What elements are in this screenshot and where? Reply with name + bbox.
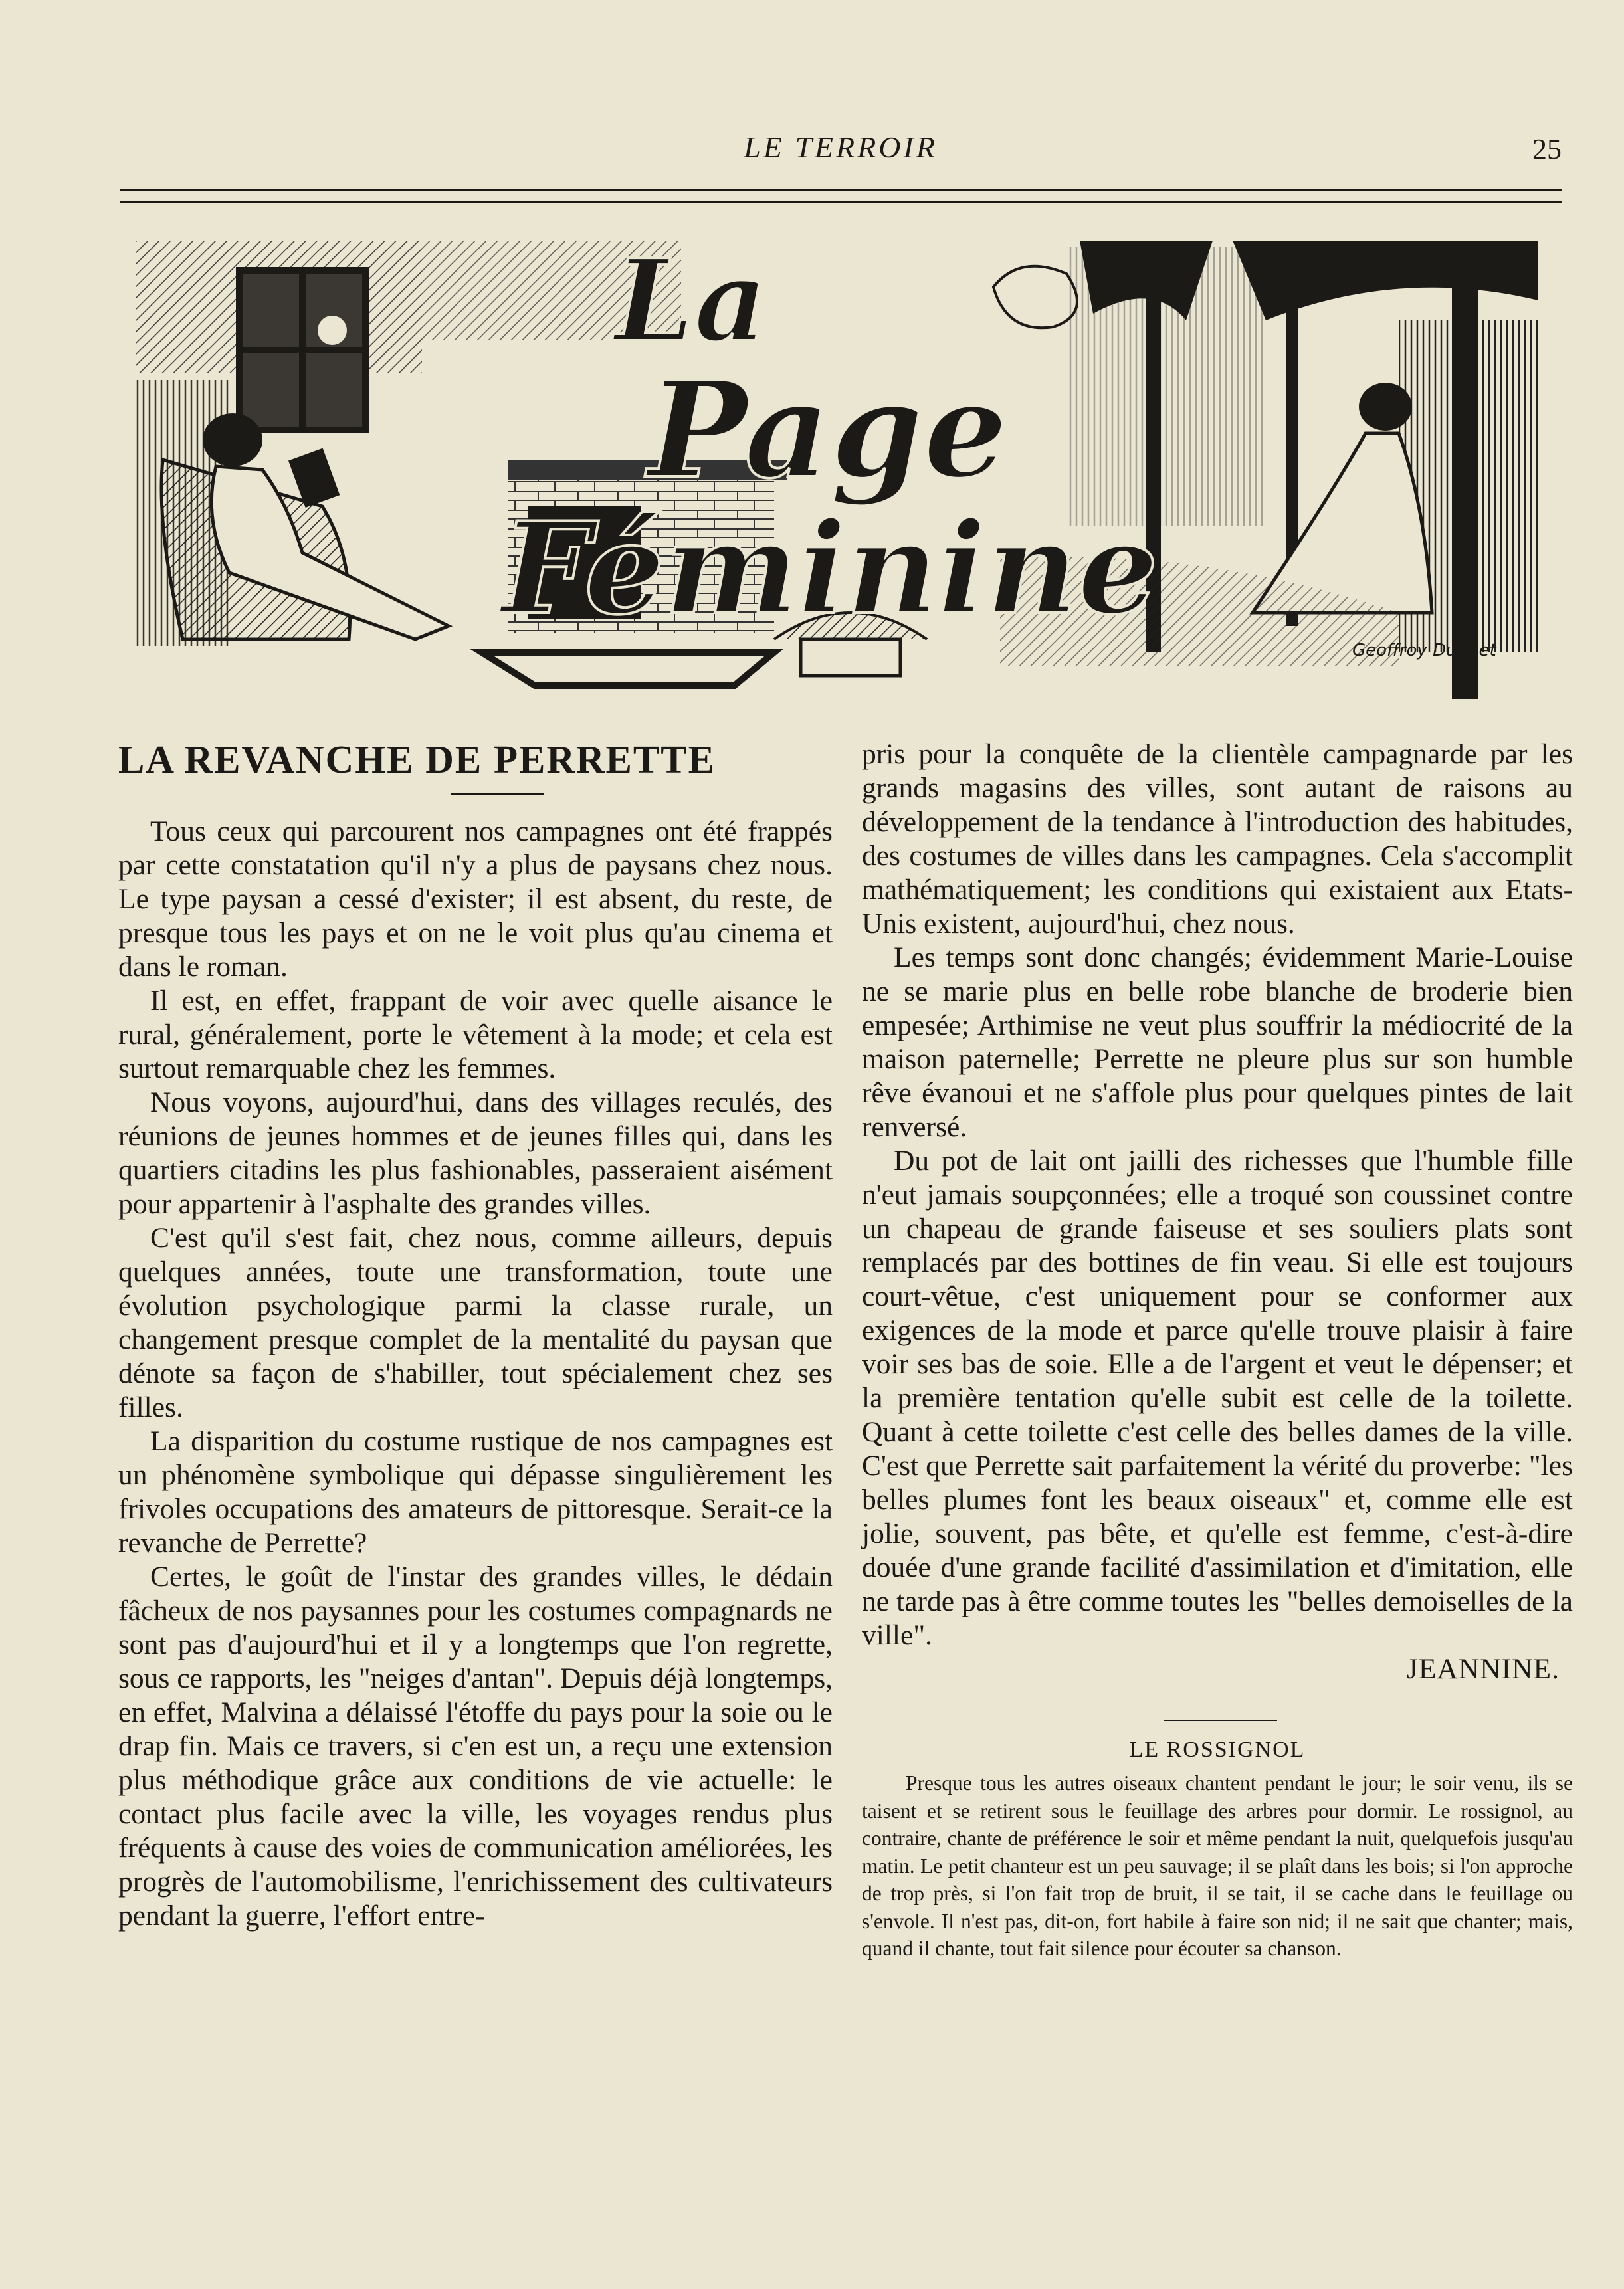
article-paragraph: Nous voyons, aujourd'hui, dans des villages reculés, des réunions de jeunes hommes et de jeunes filles qui, dans les quartiers citadins les plus fashionables, passeraient aisément pour appartenir à l'asphalte des grandes villes. [118,1086,833,1220]
article-title: LA REVANCHE DE PERRETTE [118,738,716,781]
flower-pot-icon [801,639,900,676]
page-feminine-banner [136,241,1538,699]
article-paragraph: Les temps sont donc changés; évidemment Marie-Louise ne se marie plus en belle robe blanche de broderie bien empesée; Arthimise ne veut plus souffrir la médiocrité de la maison paternelle; Perrette ne pleure plus sur son humble rêve évanoui et ne s'affole plus pour quelques pintes de lait renversé. [862,942,1573,1143]
sidebar-paragraph: Presque tous les autres oiseaux chantent pendant le jour; le soir venu, ils se taisent et se retirent sous le feuillage des arbres pour dormir. Le rossignol, au contraire, chante de préférence le soir et même pendant la nuit, quelquefois jusqu'au matin. Le petit chanteur est un peu sauvage; il se plaît dans les bois; si l'on approche de trop près, si l'on fait trop de bruit, il se tait, il se cache dans le feuillage ou s'envole. Il n'est pas, dit-on, fort habile à faire son nid; il ne sait que chanter; mais, quand il chante, tout fait silence pour écouter sa chanson. [862,1771,1573,1960]
sidebar-text [862,1769,1573,1963]
woman-sitting-icon [1359,383,1412,431]
article-paragraph: C'est qu'il s'est fait, chez nous, comme ailleurs, depuis quelques années, toute une transformation, toute une évolution psychologique parmi la classe rurale, un changement presque complet de la mentalité du paysan que dénote sa façon de s'habiller, tout spécialement chez ses filles. [118,1222,833,1423]
article-paragraph: Il est, en effet, frappant de voir avec quelle aisance le rural, généralement, porte le vêtement à la mode; et cela est surtout remarquable chez les femmes. [118,985,833,1084]
journal-title: LE TERROIR [744,130,938,164]
banner-title-line3: Féminine [502,494,1158,643]
banner-illustration [136,241,1538,699]
article-paragraph: pris pour la conquête de la clientèle campagnarde par les grands magasins des villes, sont autant de raisons au développement de la tendance à l'introduction des habitudes, des costumes de villes dans les campagnes. Cela s'accomplit mathématiquement; les conditions qui existaient aux Etats-Unis existent, aujourd'hui, chez nous. [862,738,1573,940]
article-paragraph: Du pot de lait ont jailli des richesses que l'humble fille n'eut jamais soupçonnées; elle a troqué son coussinet contre un chapeau de grande faiseuse et ses souliers plats sont remplacés par des bottines de fin veau. Si elle est toujours court-vêtue, c'est uniquement pour se conformer aux exigences de la mode et parce qu'elle trouve plaisir à faire voir ses bas de soie. Elle a de l'argent et veut le dépenser; et la première tentation qu'elle subit est celle de la toilette. Quant à cette toilette c'est celle des belles dames de la ville. C'est que Perrette sait parfaitement la vérité du proverbe: "les belles plumes font les beaux oiseaux" et, comme elle est jolie, souvent, pas bête, et qu'elle est femme, c'est-à-dire douée d'une grande facilité d'assimilation et d'imitation, elle ne tarde pas à être comme toutes les "belles demoiselles de la ville". [862,1145,1573,1651]
article-column-left [118,738,833,1933]
artist-signature: Geoffroy Duquet [1352,641,1496,660]
banner-title-line1: La [615,241,767,367]
page-number: 25 [1532,133,1562,165]
section-divider [1164,1720,1277,1721]
article-signature: JEANNINE. [1406,1653,1560,1685]
banner-title-line2: Page [648,352,1008,508]
sidebar-title: LE ROSSIGNOL [1129,1738,1306,1762]
article-paragraph: La disparition du costume rustique de nos campagnes est un phénomène symbolique qui dépasse singulièrement les frivoles occupations des amateurs de pittoresque. Serait-ce la revanche de Perrette? [118,1425,833,1559]
article-column-right [862,738,1573,1963]
header-double-rule [120,189,1562,203]
article-paragraph: Tous ceux qui parcourent nos campagnes ont été frappés par cette constatation qu'il n'y a plus de paysans chez nous. Le type paysan a cessé d'exister; il est absent, du reste, de presque tous les pays et on ne le voit plus qu'au cinema et dans le roman. [118,815,833,983]
article-paragraph: Certes, le goût de l'instar des grandes villes, le dédain fâcheux de nos paysannes pour les costumes compagnards ne sont pas d'aujourd'hui et il y a longtemps que l'on regrette, sous ce rapports, les "neiges d'antan". Depuis déjà longtemps, en effet, Malvina a délaissé l'étoffe du pays pour la soie ou le drap fin. Mais ce travers, si c'en est un, a reçu une extension plus méthodique grâce aux conditions de vie actuelle: le contact plus facile avec la ville, les voyages rendus plus fréquents à cause des voies de communication améliorées, les progrès de l'automobilisme, l'enrichissement des cultivateurs pendant la guerre, l'effort entre- [118,1561,833,1932]
running-header [120,130,1562,176]
title-rule [451,793,544,795]
woman-reading-icon [203,413,262,466]
